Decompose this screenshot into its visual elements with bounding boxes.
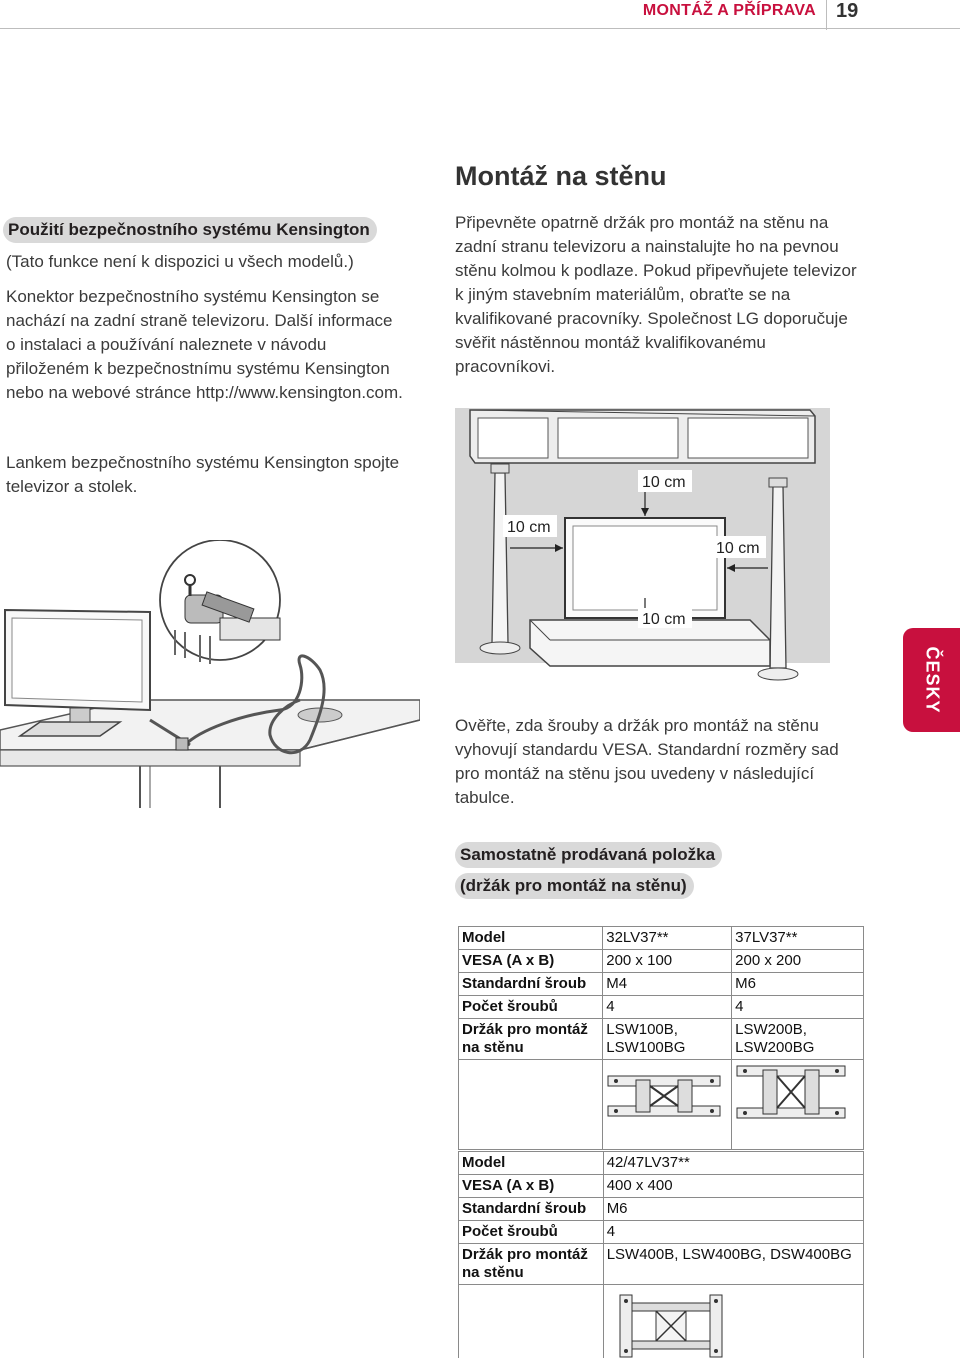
table-label-cell: Počet šroubů — [459, 1221, 604, 1244]
table-row — [459, 973, 864, 996]
table-label-cell: Standardní šroub — [459, 1198, 604, 1221]
wall-mount-body: Připevněte opatrně držák pro montáž na stěnu na zadní stranu televizoru a nainstalujte ho na pevnou stěnu kolmou k podlaze. Pokud připevňujete televizor k jiným stavebním materiálům, obraťte se na kvalifikované pracovníky. Společnost LG doporučuje svěřit nástěnnou montáž kvalifikovanému pracovníkovi. — [455, 213, 857, 376]
table-cell: 4 — [603, 1221, 863, 1244]
clearance-label-top: 10 cm — [642, 474, 686, 491]
table-empty-cell — [459, 1285, 604, 1358]
table-empty-cell — [459, 1060, 603, 1150]
table-cell: LSW100B, LSW100BG — [603, 1019, 732, 1060]
clearance-label-left: 10 cm — [507, 519, 551, 536]
kensington-instruction: Lankem bezpečnostního systému Kensington spojte televizor a stolek. — [6, 453, 400, 496]
table-label-cell: Model — [459, 927, 603, 950]
bracket-image-cell — [603, 1285, 863, 1358]
wall-bracket-lsw100-image — [606, 1072, 722, 1120]
table-cell: M4 — [603, 973, 732, 996]
table-cell: LSW400B, LSW400BG, DSW400BG — [603, 1244, 863, 1285]
table-cell: 32LV37** — [603, 927, 732, 950]
wall-mount-title: Montáž na stěnu — [455, 161, 667, 191]
wall-bracket-lsw200-image — [735, 1062, 847, 1122]
header-rule — [0, 28, 960, 29]
table-cell: 4 — [732, 996, 864, 1019]
table-row — [459, 1060, 864, 1150]
table-label-cell: Držák pro montáž na stěnu — [459, 1244, 604, 1285]
table-row — [459, 1285, 864, 1358]
bracket-image-cell — [603, 1060, 732, 1150]
table-label-cell: Standardní šroub — [459, 973, 603, 996]
table-label-cell: Počet šroubů — [459, 996, 603, 1019]
table-row — [459, 950, 864, 973]
table-cell: LSW200B, LSW200BG — [732, 1019, 864, 1060]
table-row — [459, 1019, 864, 1060]
kensington-lock-illustration — [0, 540, 420, 810]
table-cell: 200 x 200 — [732, 950, 864, 973]
header-section-title: MONTÁŽ A PŘÍPRAVA — [642, 2, 816, 19]
vesa-table-1 — [458, 926, 864, 1150]
language-tab[interactable] — [903, 628, 960, 732]
table-label-cell: Držák pro montáž na stěnu — [459, 1019, 603, 1060]
table-cell: 37LV37** — [732, 927, 864, 950]
table-label-cell: Model — [459, 1152, 604, 1175]
wall-bracket-lsw400-image — [616, 1293, 726, 1358]
table-row — [459, 927, 864, 950]
table-cell: 4 — [603, 996, 732, 1019]
table-cell: M6 — [603, 1198, 863, 1221]
table-row — [459, 996, 864, 1019]
table-cell: 400 x 400 — [603, 1175, 863, 1198]
page-number: 19 — [836, 0, 859, 22]
clearance-label-right: 10 cm — [716, 540, 760, 557]
table-label-cell: VESA (A x B) — [459, 950, 603, 973]
table-cell: 42/47LV37** — [603, 1152, 863, 1175]
clearance-label-bottom: 10 cm — [642, 611, 686, 628]
separately-sold-heading: Samostatně prodávaná položka — [455, 842, 722, 868]
table-row — [459, 1221, 864, 1244]
table-row — [459, 1198, 864, 1221]
table-row — [459, 1175, 864, 1198]
header-separator — [826, 0, 827, 30]
bracket-image-cell — [732, 1060, 864, 1150]
vesa-note: Ověřte, zda šrouby a držák pro montáž na stěnu vyhovují standardu VESA. Standardní rozměry sad pro montáž na stěnu jsou uvedeny v následující tabulce. — [455, 716, 839, 807]
table-cell: M6 — [732, 973, 864, 996]
wall-bracket-subheading: (držák pro montáž na stěnu) — [455, 873, 694, 899]
table-label-cell: VESA (A x B) — [459, 1175, 604, 1198]
table-row — [459, 1152, 864, 1175]
kensington-body: Konektor bezpečnostního systému Kensington se nachází na zadní straně televizoru. Další informace o instalaci a používání naleznete v návodu přiloženém k bezpečnostnímu systému Kensington nebo na webové stránce http://www.kensington.com. — [6, 287, 403, 402]
language-tab-label: ČESKY — [922, 646, 942, 714]
kensington-heading: Použití bezpečnostního systému Kensington — [3, 217, 377, 243]
kensington-note: (Tato funkce není k dispozici u všech modelů.) — [6, 252, 354, 271]
vesa-table-2 — [458, 1151, 864, 1358]
table-row — [459, 1244, 864, 1285]
table-cell: 200 x 100 — [603, 950, 732, 973]
wall-mount-clearance-illustration — [450, 398, 840, 698]
